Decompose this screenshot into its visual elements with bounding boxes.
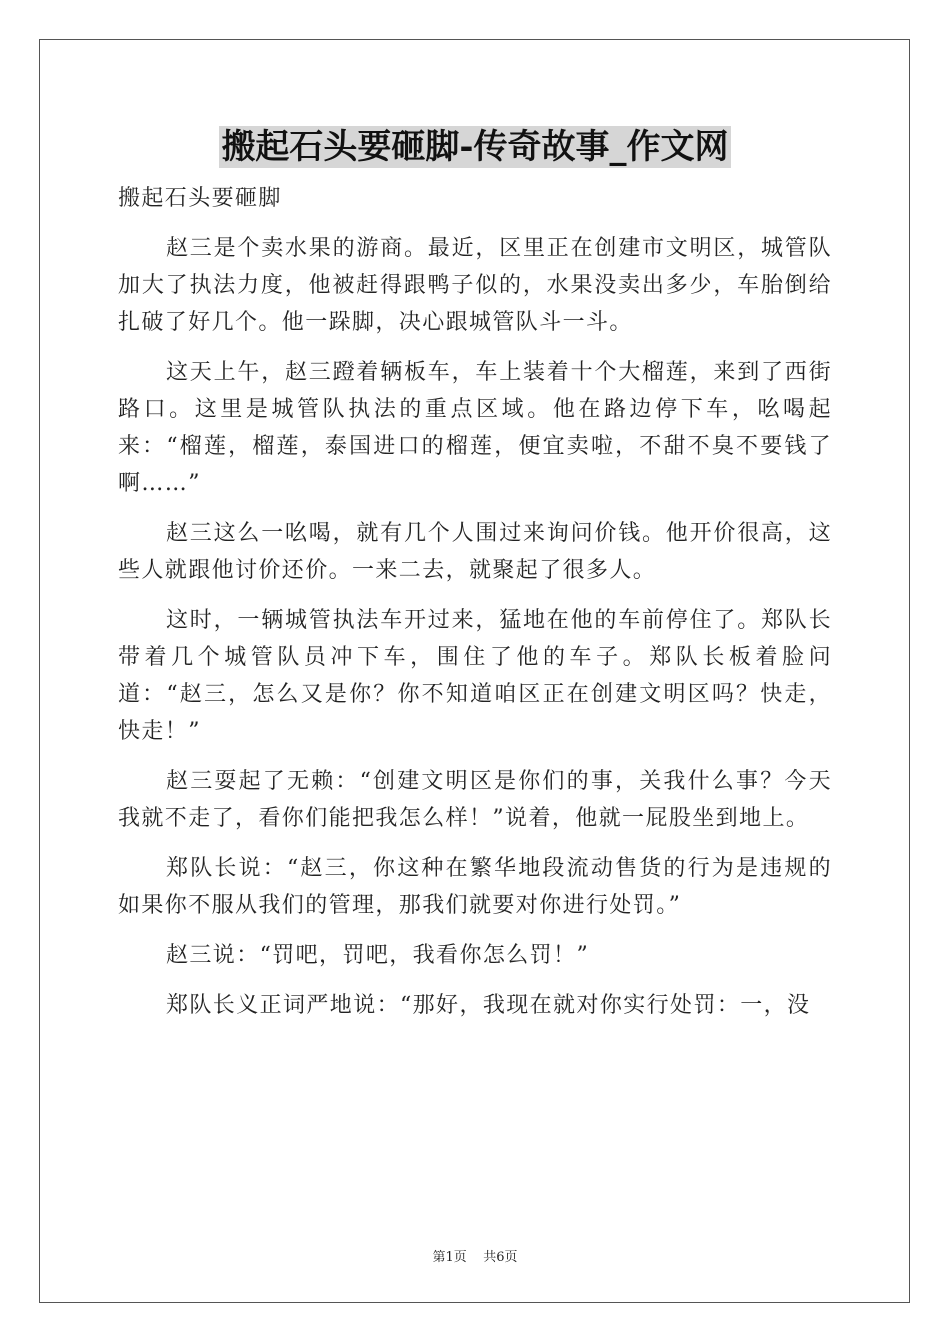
page-number: 第1页	[432, 1250, 467, 1265]
paragraph: 赵三耍起了无赖：“创建文明区是你们的事，关我什么事？今天我就不走了，看你们能把我怎么样！”说着，他就一屁股坐到地上。	[118, 769, 832, 831]
paragraph: 赵三是个卖水果的游商。最近，区里正在创建市文明区，城管队加大了执法力度，他被赶得跟鸭子似的，水果没卖出多少，车胎倒给扎破了好几个。他一跺脚，决心跟城管队斗一斗。	[118, 236, 832, 335]
document-title: 搬起石头要砸脚-传奇故事_作文网	[221, 127, 729, 167]
document-body	[118, 180, 832, 1037]
paragraph: 郑队长说：“赵三，你这种在繁华地段流动售货的行为是违规的如果你不服从我们的管理，那我们就要对你进行处罚。”	[118, 856, 832, 918]
document-subtitle: 搬起石头要砸脚	[118, 186, 282, 211]
page-total: 共6页	[483, 1250, 518, 1265]
page-footer	[0, 1246, 950, 1265]
title-area	[0, 126, 950, 168]
paragraph: 赵三说：“罚吧，罚吧，我看你怎么罚！”	[166, 943, 590, 968]
paragraph: 这时，一辆城管执法车开过来，猛地在他的车前停住了。郑队长带着几个城管队员冲下车，围住了他的车子。郑队长板着脸问道：“赵三，怎么又是你？你不知道咱区正在创建文明区吗？快走，快走！”	[118, 608, 832, 744]
paragraph: 这天上午，赵三蹬着辆板车，车上装着十个大榴莲，来到了西街路口。这里是城管队执法的重点区域。他在路边停下车，吆喝起来：“榴莲，榴莲，泰国进口的榴莲，便宜卖啦，不甜不臭不要钱了啊……”	[118, 360, 832, 496]
paragraph: 郑队长义正词严地说：“那好，我现在就对你实行处罚：一，没	[166, 993, 811, 1018]
paragraph: 赵三这么一吆喝，就有几个人围过来询问价钱。他开价很高，这些人就跟他讨价还价。一来二去，就聚起了很多人。	[118, 521, 832, 583]
